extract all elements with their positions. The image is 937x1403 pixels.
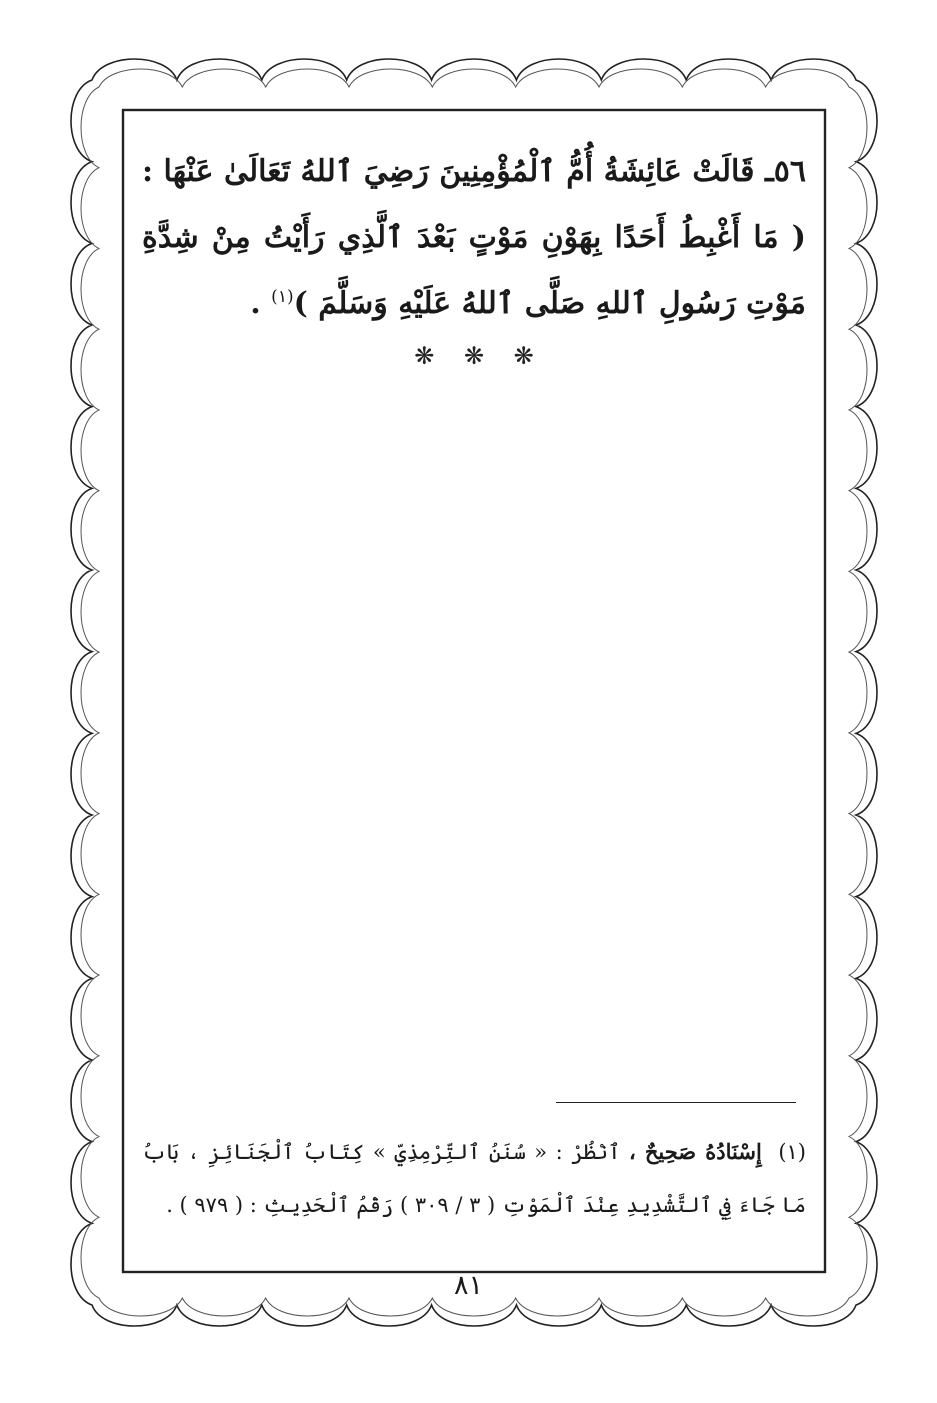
footnote-grade: إِسْنَادُهُ صَحِيحٌ ، bbox=[628, 1139, 762, 1164]
footnote-marker: (١) bbox=[271, 287, 294, 307]
page-content bbox=[128, 115, 820, 1267]
hadith-paragraph bbox=[142, 139, 806, 337]
footnote bbox=[142, 1125, 806, 1232]
footnote-number: (١) bbox=[778, 1140, 806, 1164]
page-number: ٨١ bbox=[453, 1270, 483, 1301]
footnote-text: ٱنْظُرْ : « سُنَنُ ٱلتِّرْمِذِيِّ » كِتَابُ ٱلْجَنَائِزِ ، بَابُ مَا جَاءَ فِي ٱلتَّشْدِيدِ عِنْدَ ٱلْمَوْتِ ( ٣ / ٣٠٩ ) رَقْمُ ٱلْحَدِيثِ : ( ٩٧٩ ) . bbox=[142, 1140, 806, 1217]
section-separator: ❋ ❋ ❋ bbox=[414, 342, 534, 370]
hadith-end: . bbox=[250, 286, 272, 321]
hadith-number: ٥٦ـ bbox=[764, 154, 806, 189]
hadith-text: قَالَتْ عَائِشَةُ أُمُّ ٱلْمُؤْمِنِينَ رَضِيَ ٱللهُ تَعَالَىٰ عَنْهَا : ( مَا أَغْبِطُ أَحَدًا بِهَوْنِ مَوْتٍ بَعْدَ ٱلَّذِي رَأَيْتُ مِنْ شِدَّةِ مَوْتِ رَسُولِ ٱللهِ صَلَّى ٱللهُ عَلَيْهِ وَسَلَّمَ ) bbox=[142, 154, 806, 321]
footnote-divider bbox=[556, 1102, 796, 1103]
